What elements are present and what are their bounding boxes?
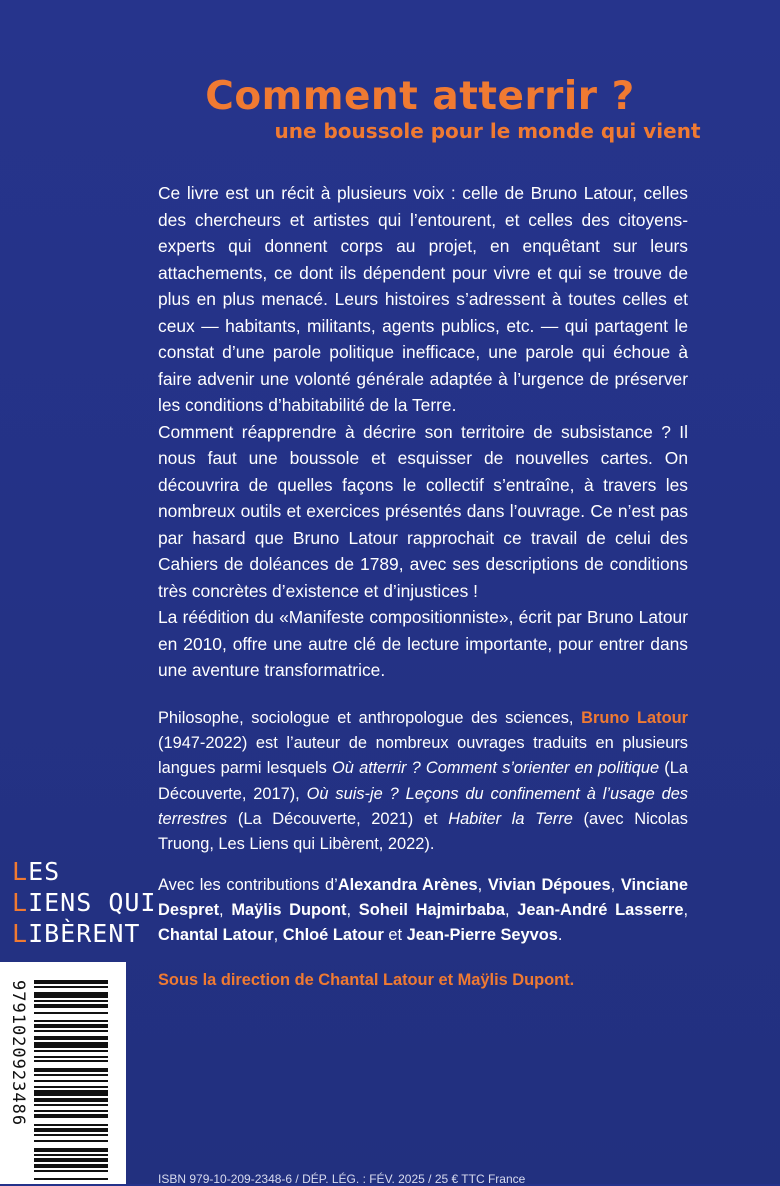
barcode-bars-icon xyxy=(34,980,108,1184)
barcode-bar xyxy=(34,1000,108,1002)
contributors: Avec les contributions d’Alexandra Arènes, Vivian Dépoues, Vinciane Despret, Maÿlis Dupont, Soheil Hajmirbaba, Jean-André Lasserre, Chantal Latour, Chloé Latour et Jean-Pierre Seyvos. xyxy=(158,876,689,945)
barcode-bar xyxy=(34,1128,108,1132)
barcode-bar xyxy=(34,992,108,998)
barcode-bar xyxy=(34,986,108,988)
author-name: Bruno Latour xyxy=(581,709,689,727)
barcode-bar xyxy=(34,1104,108,1106)
contributor-name: Chantal Latour xyxy=(158,926,274,945)
barcode-bar xyxy=(34,1020,108,1022)
barcode-bar xyxy=(34,1154,108,1156)
barcode-bar xyxy=(34,1042,108,1048)
publisher-logo xyxy=(12,856,156,949)
book-reference: Où atterrir ? Comment s’orienter en politique xyxy=(332,759,660,778)
bio-text: (avec Nicolas Truong, Les Liens qui Libèrent, 2022). xyxy=(158,809,688,854)
book-reference: Habiter la Terre xyxy=(448,809,573,828)
barcode-bar xyxy=(34,1110,108,1112)
book-title: Comment atterrir ? xyxy=(205,74,635,119)
barcode xyxy=(0,962,126,1184)
barcode-bar xyxy=(34,1124,108,1126)
blurb-paragraph: Ce livre est un récit à plusieurs voix : celle de Bruno Latour, celles des chercheurs et artistes qui l’entourent, et celles des citoyens-experts qui donnent corps au projet, en enquêtant sur leurs attachements, ce dont ils dépendent pour vivre et qui se trouve de plus en plus menacé. Leurs histoires s’adressent à toutes celles et ceux — habitants, militants, agents publics, etc. — qui partagent le constat d’une parole politique inefficace, une parole qui échoue à faire advenir une volonté générale adaptée à l’urgence de préserver les conditions d’habitabilité de la Terre. xyxy=(158,183,688,415)
barcode-bar xyxy=(34,1178,108,1180)
contributor-name: Vivian Dépoues xyxy=(487,876,611,894)
bio-lead: Philosophe, sociologue et anthropologue des sciences, xyxy=(158,709,574,727)
publisher-line: LES xyxy=(12,857,61,886)
barcode-bar xyxy=(34,1056,108,1058)
barcode-bar xyxy=(34,980,108,984)
book-subtitle: une boussole pour le monde qui vient xyxy=(274,119,701,143)
publisher-line: LIENS QUI xyxy=(12,888,157,917)
contributors-connector: et xyxy=(388,926,403,945)
barcode-bar xyxy=(34,1134,108,1136)
contributor-name: Vinciane Despret xyxy=(158,876,688,920)
publisher-line: LIBÈRENT xyxy=(12,919,141,948)
blurb-paragraph: La réédition du «Manifeste compositionniste», écrit par Bruno Latour en 2010, offre une autre clé de lecture importante, pour entrer dans une aventure transformatrice. xyxy=(158,607,688,680)
editorial-direction: Sous la direction de Chantal Latour et Maÿlis Dupont. xyxy=(158,971,575,989)
barcode-bar xyxy=(34,1164,108,1168)
bio-text: (La Découverte, 2017), xyxy=(158,759,688,803)
barcode-bar xyxy=(34,1074,108,1076)
barcode-bar xyxy=(34,1024,108,1028)
contributor-name: Soheil Hajmirbaba xyxy=(358,901,505,920)
barcode-bar xyxy=(34,1050,108,1052)
barcode-bar xyxy=(34,1080,108,1082)
barcode-bar xyxy=(34,1060,108,1062)
bio-text: (1947-2022) est l’auteur de nombreux ouvrages traduits en plusieurs langues parmi lesquels xyxy=(158,734,688,778)
barcode-bar xyxy=(34,1086,108,1088)
contributor-name: Maÿlis Dupont xyxy=(231,901,347,920)
barcode-bar xyxy=(34,1030,108,1032)
barcode-bar xyxy=(34,1098,108,1102)
contributor-name: Chloé Latour xyxy=(282,926,384,945)
contributors-lead: Avec les contributions d’ xyxy=(158,876,338,894)
barcode-bar xyxy=(34,1068,108,1072)
bio-text: (La Découverte, 2021) et xyxy=(237,809,438,828)
contributor-name: Jean-Pierre Seyvos xyxy=(406,926,558,945)
author-bio xyxy=(158,706,688,857)
barcode-bar xyxy=(34,1158,108,1162)
contributor-name: Jean-André Lasserre xyxy=(517,901,684,920)
barcode-bar xyxy=(34,1012,108,1014)
barcode-bar xyxy=(34,1036,108,1040)
book-reference: Où suis-je ? Leçons du confinement à l’usage des terrestres xyxy=(158,784,689,828)
barcode-bar xyxy=(34,1004,108,1008)
barcode-bar xyxy=(34,1148,108,1152)
barcode-bar xyxy=(34,1114,108,1118)
isbn-line: ISBN 979-10-209-2348-6 / DÉP. LÉG. : FÉV. 2025 / 25 € TTC France xyxy=(158,1172,526,1186)
barcode-bar xyxy=(34,1140,108,1142)
blurb xyxy=(158,180,688,684)
barcode-bar xyxy=(34,1090,108,1096)
contributor-name: Alexandra Arènes xyxy=(337,876,478,894)
barcode-bar xyxy=(34,1170,108,1172)
blurb-paragraph: Comment réapprendre à décrire son territoire de subsistance ? Il nous faut une boussole et esquisser de nouvelles cartes. On découvrira de quelles façons le collectif s’entraîne, à travers les nombreux outils et exercices présentés dans l’ouvrage. Ce n’est pas par hasard que Bruno Latour rapprochait ce travail de celui des Cahiers de doléances de 1789, avec ses descriptions de conditions très concrètes d’existence et d’injustices ! xyxy=(158,421,688,601)
barcode-digits: 9791020923486 xyxy=(8,980,28,1127)
